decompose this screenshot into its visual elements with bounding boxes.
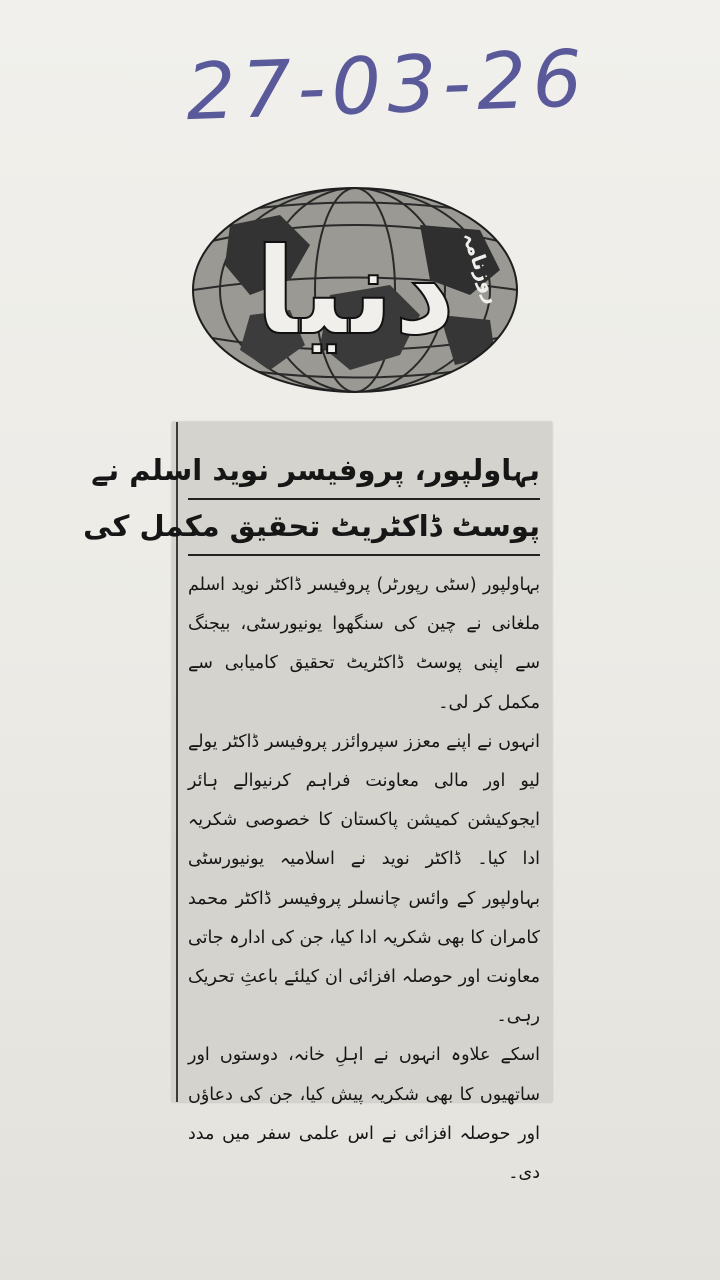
logo-tagline: روزنامہ [457,228,506,307]
headline-line-1: بہاولپور، پروفیسر نوید اسلم نے [91,453,540,487]
headline-line-2: پوسٹ ڈاکٹریٹ تحقیق مکمل کی [83,509,540,543]
article-paragraph: اسکے علاوہ انہوں نے اہلِ خانہ، دوستوں اور ساتھیوں کا بھی شکریہ پیش کیا، جن کی دعاؤں اور حوصلہ افزائی نے اس علمی سفر میں مدد دی۔ [188,1045,540,1184]
news-clipping [83,422,552,1184]
headline-divider [188,498,540,500]
logo-wordmark: دنیا [254,223,456,362]
article-body [188,566,540,1193]
globe-logo-icon [190,185,520,395]
newspaper-logo [190,185,520,395]
headline-divider [188,554,540,556]
handwritten-date: 27-03-26 [184,34,590,139]
article-paragraph: بہاولپور (سٹی رپورٹر) پروفیسر ڈاکٹر نوید اسلم ملغانی نے چین کی سنگھوا یونیورسٹی، بیجنگ سے اپنی پوسٹ ڈاکٹریٹ تحقیق کامیابی سے مکمل کر لی۔ [188,575,540,713]
article-paragraph: انہوں نے اپنے معزز سپروائزر پروفیسر ڈاکٹر یولے لیو اور مالی معاونت فراہم کرنیوالے ہائر ایجوکیشن کمیشن پاکستان کا خصوصی شکریہ ادا کیا۔ ڈاکٹر نوید نے اسلامیہ یونیورسٹی بہاولپور کے وائس چانسلر پروفیسر ڈاکٹر محمد کامران کا بھی شکریہ ادا کیا، جن کی ادارہ جاتی معاونت اور حوصلہ افزائی ان کیلئے باعثِ تحریک رہی۔ [188,731,540,1027]
article [83,422,552,1184]
